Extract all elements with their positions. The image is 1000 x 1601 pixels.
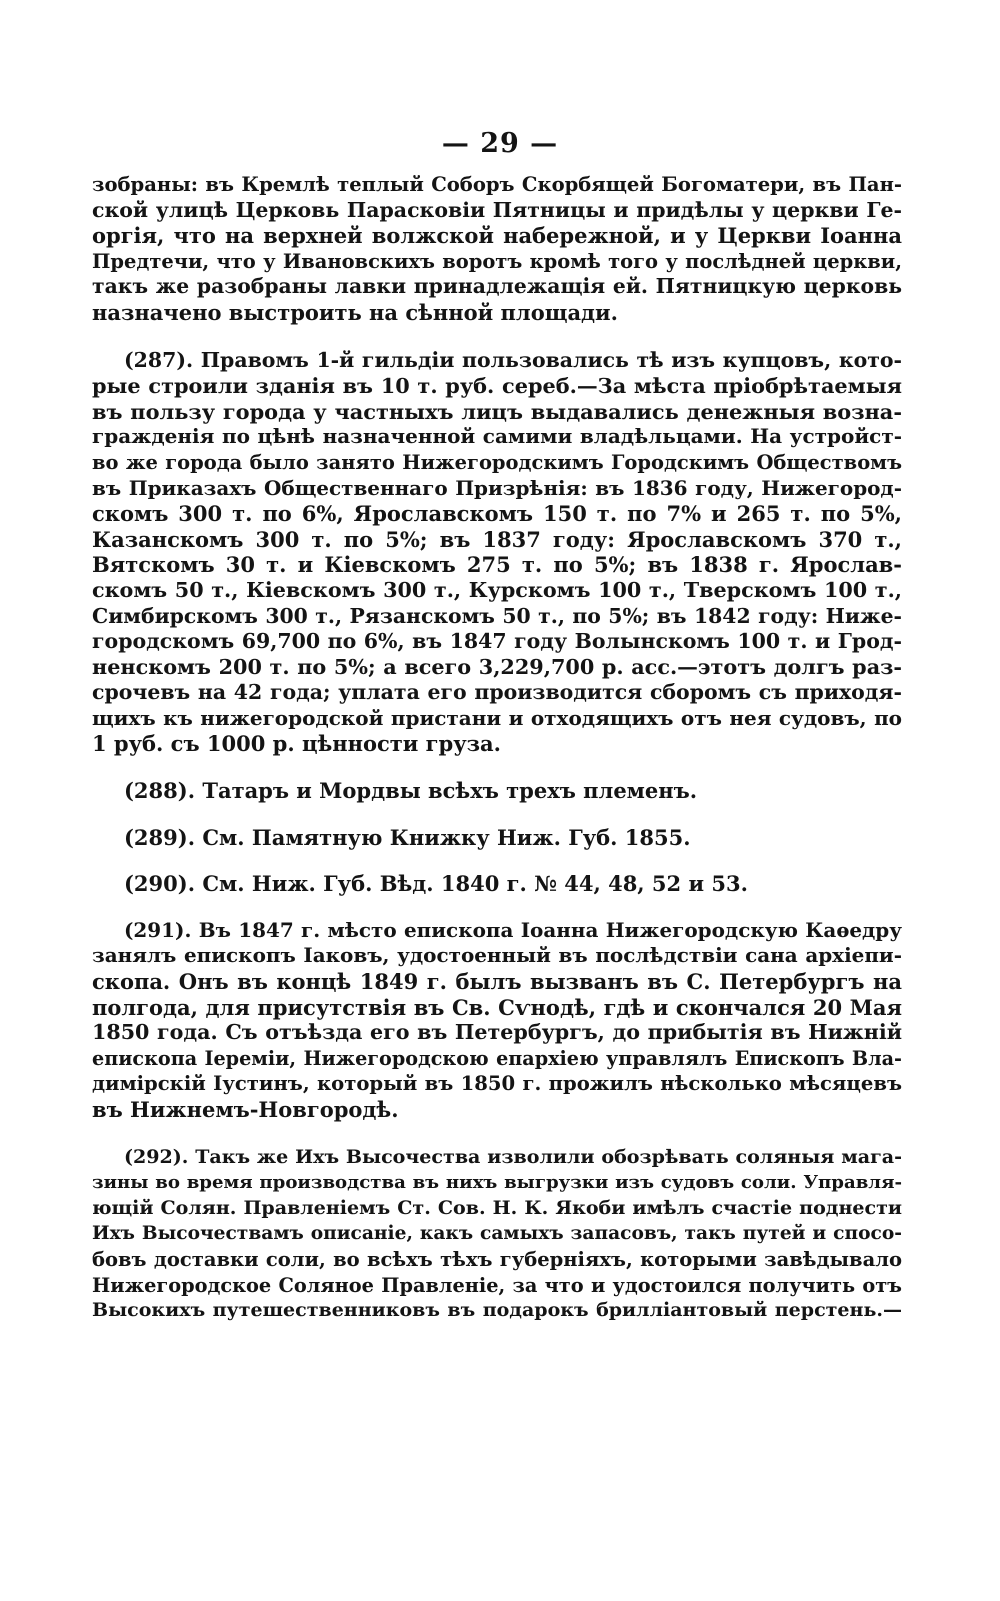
text-line: Симбирскомъ 300 т., Рязанскомъ 50 т., по 5%; въ 1842 году: Ниже-	[92, 603, 902, 628]
text-line: срочевъ на 42 года; уплата его производится сборомъ съ приходя-	[92, 680, 902, 705]
text-line: Вятскомъ 30 т. и Кіевскомъ 275 т. по 5%; въ 1838 г. Ярослав-	[92, 552, 902, 578]
text-line: бовъ доставки соли, во всѣхъ тѣхъ губерніяхъ, которыми завѣдывало	[92, 1247, 902, 1271]
text-line: полгода, для присутствія въ Св. Сѵнодѣ, гдѣ и скончался 20 Мая	[92, 994, 902, 1020]
text-line: (292). Такъ же Ихъ Высочества изволили обозрѣвать соляныя мага-	[124, 1145, 902, 1168]
text-line: епископа Іереміи, Нижегородскою епархіею управлялъ Епископъ Вла-	[92, 1046, 902, 1070]
text-line: ской улицѣ Церковь Парасковіи Пятницы и придѣлы у церкви Ге-	[92, 197, 902, 222]
text-line: 1 руб. съ 1000 р. цѣнности груза.	[92, 731, 501, 757]
text-line: занялъ епископъ Іаковъ, удостоенный въ послѣдствіи сана архіепи-	[92, 943, 902, 968]
text-line: въ Нижнемъ-Новгородѣ.	[92, 1097, 399, 1122]
text-line: скомъ 50 т., Кіевскомъ 300 т., Курскомъ 100 т., Тверскомъ 100 т.,	[92, 577, 902, 602]
footnote-288	[92, 778, 902, 804]
text-line: Предтечи, что у Ивановскихъ воротъ кромѣ того у послѣдней церкви,	[92, 249, 902, 273]
text-line: скопа. Онъ въ концѣ 1849 г. былъ вызванъ въ С. Петербургъ на	[92, 969, 902, 995]
text-line: димірскій Іустинъ, который въ 1850 г. прожилъ нѣсколько мѣсяцевъ	[92, 1072, 902, 1096]
text-line: гражденія по цѣнѣ назначенной самими владѣльцами. На устройст-	[92, 424, 902, 449]
footnote-291	[92, 918, 902, 1123]
text-line: оргія, что на верхней волжской набережной, и у Церкви Іоанна	[92, 223, 902, 249]
text-line: городскомъ 69,700 по 6%, въ 1847 году Волынскомъ 100 т. и Грод-	[92, 629, 902, 654]
text-line: Высокихъ путешественниковъ въ подарокъ бриллiантовый перстень.—	[92, 1299, 902, 1322]
text-line: зобраны: въ Кремлѣ теплый Соборъ Скорбящей Богоматери, въ Пан-	[92, 173, 902, 196]
text-line: ющій Солян. Правленіемъ Ст. Сов. Н. К. Якоби имѣлъ счастіе поднести	[92, 1196, 902, 1219]
footnote-292	[92, 1145, 902, 1324]
text-line: скомъ 300 т. по 6%, Ярославскомъ 150 т. по 7% и 265 т. по 5%,	[92, 501, 902, 527]
footnote-289	[92, 825, 902, 851]
text-line: (287). Правомъ 1-й гильдіи пользовались тѣ изъ купцовъ, кото-	[124, 347, 902, 372]
text-line: въ пользу города у частныхъ лицъ выдавались денежныя возна-	[92, 398, 902, 424]
text-line: Нижегородское Соляное Правленіе, за что и удостоился получить отъ	[92, 1273, 902, 1297]
text-line: 1850 года. Съ отъѣзда его въ Петербургъ, до прибытія въ Нижній	[92, 1020, 902, 1045]
text-line: зины во время производства въ нихъ выгрузки изъ судовъ соли. Управля-	[92, 1172, 902, 1194]
text-line: (288). Татаръ и Мордвы всѣхъ трехъ племенъ.	[124, 778, 698, 804]
text-line: такъ же разобраны лавки принадлежащія ей. Пятницкую церковь	[92, 274, 902, 299]
text-line: щихъ къ нижегородской пристани и отходящихъ отъ нея судовъ, по	[92, 705, 902, 730]
page-body	[92, 172, 902, 1324]
text-line: рые строили зданія въ 10 т. руб. сереб.—За мѣста пріобрѣтаемыя	[92, 373, 902, 399]
text-line: (291). Въ 1847 г. мѣсто епископа Іоанна Нижегородскую Каѳедру	[124, 917, 902, 942]
text-line: Казанскомъ 300 т. по 5%; въ 1837 году: Ярославскомъ 370 т.,	[92, 526, 902, 552]
paragraph-continuation	[92, 172, 902, 326]
text-line: (289). См. Памятную Книжку Ниж. Губ. 1855.	[124, 824, 691, 850]
footnote-290	[92, 871, 902, 897]
text-line: въ Приказахъ Общественнаго Призрѣнія: въ 1836 году, Нижегород-	[92, 475, 902, 500]
footnote-287	[92, 348, 902, 758]
text-line: во же города было занято Нижегородскимъ Городскимъ Обществомъ	[92, 450, 902, 474]
text-line: Ихъ Высочествамъ описаніе, какъ самыхъ запасовъ, такъ путей и спосо-	[92, 1223, 902, 1245]
text-line: ненскомъ 200 т. по 5%; а всего 3,229,700 р. асс.—этотъ долгъ раз-	[92, 654, 902, 679]
text-line: (290). См. Ниж. Губ. Вѣд. 1840 г. № 44, 48, 52 и 53.	[124, 871, 748, 897]
page-number: — 29 —	[441, 128, 559, 159]
text-line: назначено выстроить на сѣнной площади.	[92, 299, 618, 325]
